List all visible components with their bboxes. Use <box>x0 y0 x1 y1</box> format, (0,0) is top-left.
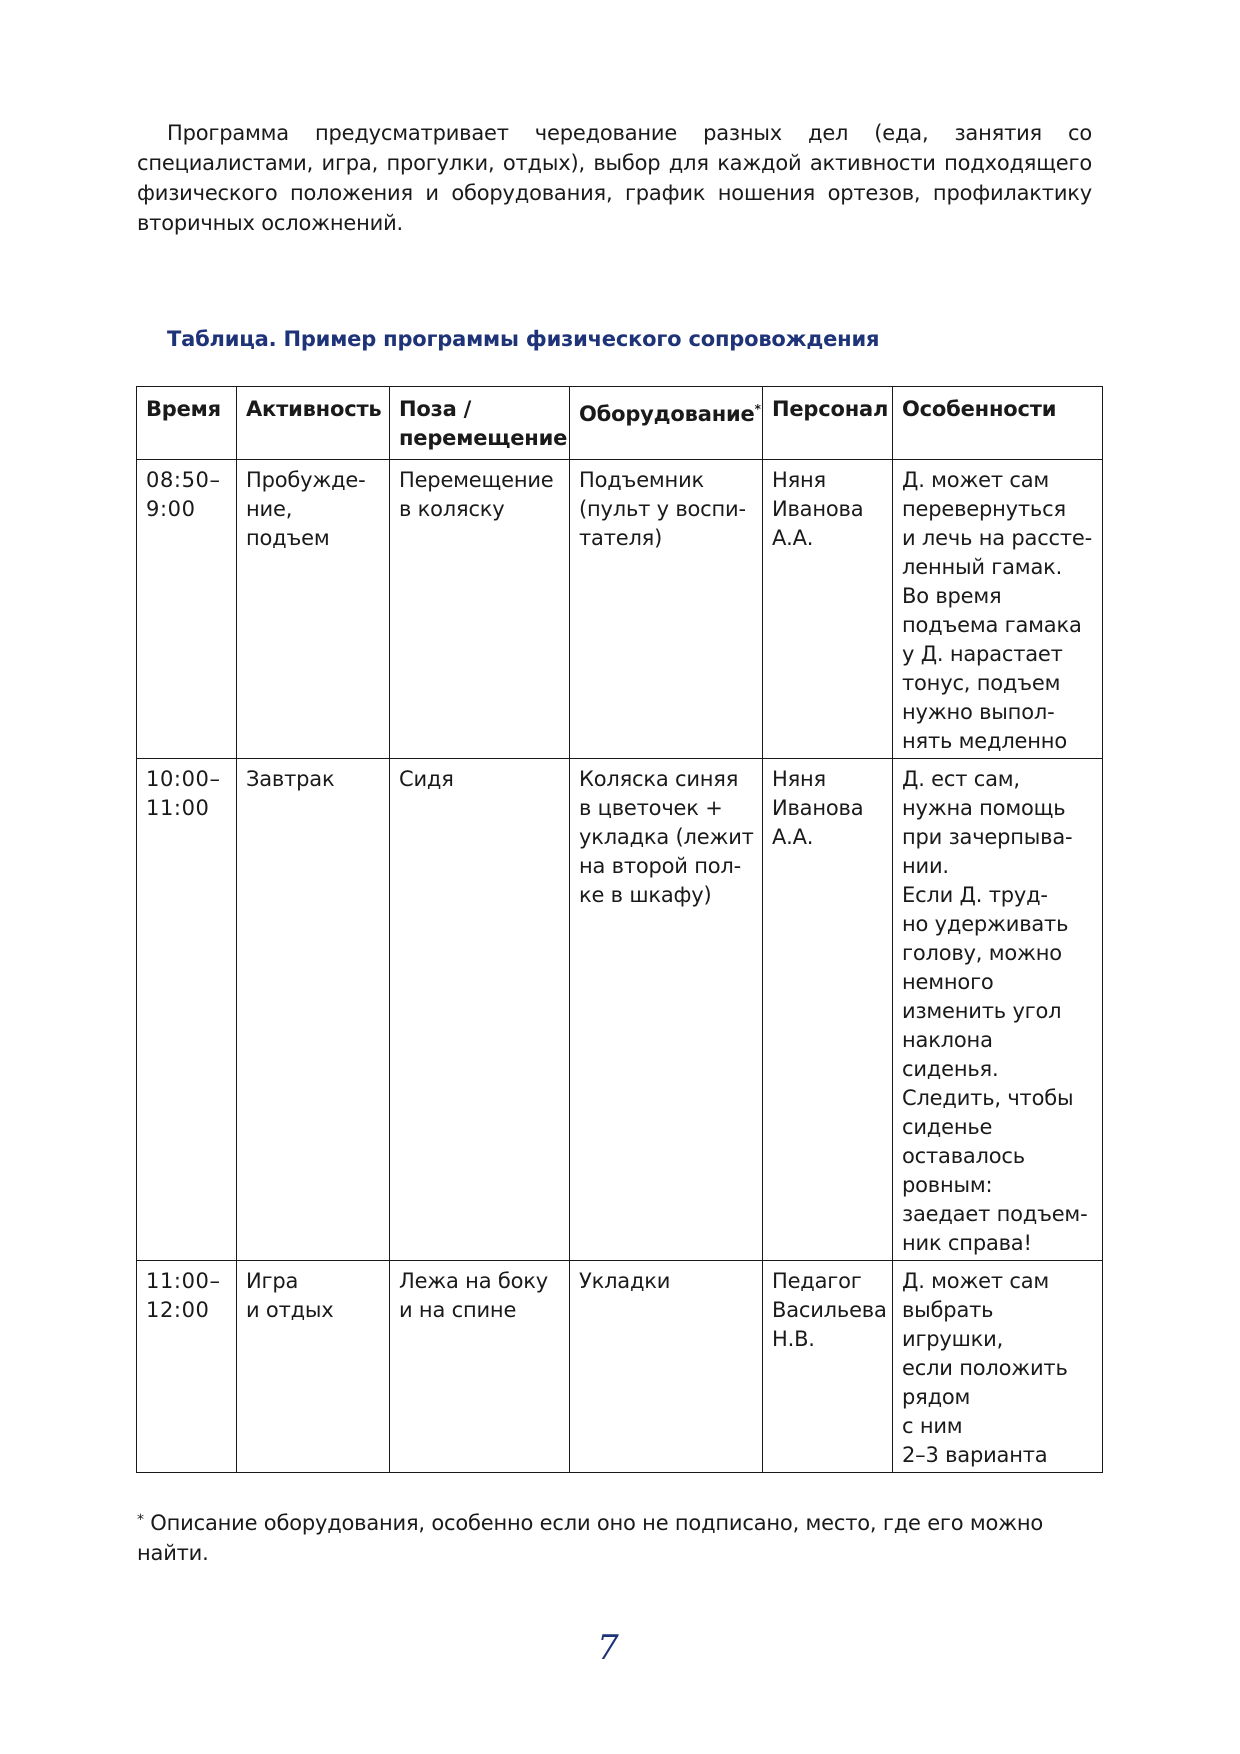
cell-staff: Няня Иванова А.А. <box>763 759 893 1261</box>
footnote <box>137 1505 1092 1568</box>
intro-paragraph: Программа предусматривает чередование разных дел (еда, занятия со специалистами, игра, прогулки, отдых), выбор для каждой активности подходящего физического положения и оборудования, график ношения ортезов, профилактику вторичных осложнений. <box>137 121 1092 235</box>
header-activity: Активность <box>237 387 390 460</box>
header-equipment <box>570 387 763 460</box>
cell-time: 08:50– 9:00 <box>137 460 237 759</box>
table-row <box>137 460 1103 759</box>
page-number: 7 <box>597 1628 619 1668</box>
cell-notes: Д. может сам выбрать игрушки, если положить рядом с ним 2–3 варианта <box>893 1261 1103 1473</box>
program-table <box>136 386 1103 1473</box>
cell-pose: Перемещение в коляску <box>390 460 570 759</box>
cell-notes: Д. ест сам, нужна помощь при зачерпыва- нии. Если Д. труд- но удерживать голову, можно немного изменить угол наклона сиденья. Следить, чтобы сиденье оставалось ровным: заедает подъем- ник справа! <box>893 759 1103 1261</box>
cell-notes: Д. может сам перевернуться и лечь на рассте- ленный гамак. Во время подъема гамака у Д. нарастает тонус, подъем нужно выпол- нять медленно <box>893 460 1103 759</box>
cell-staff: Няня Иванова А.А. <box>763 460 893 759</box>
cell-time: 10:00– 11:00 <box>137 759 237 1261</box>
header-notes: Особенности <box>893 387 1103 460</box>
table-header-row <box>137 387 1103 460</box>
header-equipment-label: Оборудование <box>579 402 755 426</box>
table-caption: Таблица. Пример программы физического сопровождения <box>167 327 880 351</box>
cell-time: 11:00– 12:00 <box>137 1261 237 1473</box>
cell-equipment: Укладки <box>570 1261 763 1473</box>
cell-pose: Сидя <box>390 759 570 1261</box>
footnote-mark: * <box>137 1512 144 1528</box>
header-staff: Персонал <box>763 387 893 460</box>
table-row <box>137 759 1103 1261</box>
table-row <box>137 1261 1103 1473</box>
cell-staff: Педагог Васильева Н.В. <box>763 1261 893 1473</box>
header-pose: Поза / перемещение <box>390 387 570 460</box>
cell-equipment: Коляска синяя в цветочек + укладка (лежит на второй пол- ке в шкафу) <box>570 759 763 1261</box>
cell-activity: Завтрак <box>237 759 390 1261</box>
header-time: Время <box>137 387 237 460</box>
cell-activity: Пробужде- ние, подъем <box>237 460 390 759</box>
cell-pose: Лежа на боку и на спине <box>390 1261 570 1473</box>
cell-equipment: Подъемник (пульт у воспи- тателя) <box>570 460 763 759</box>
cell-activity: Игра и отдых <box>237 1261 390 1473</box>
footnote-text: Описание оборудования, особенно если оно не подписано, место, где его можно найти. <box>137 1511 1044 1565</box>
header-equipment-note-mark: * <box>754 402 761 416</box>
